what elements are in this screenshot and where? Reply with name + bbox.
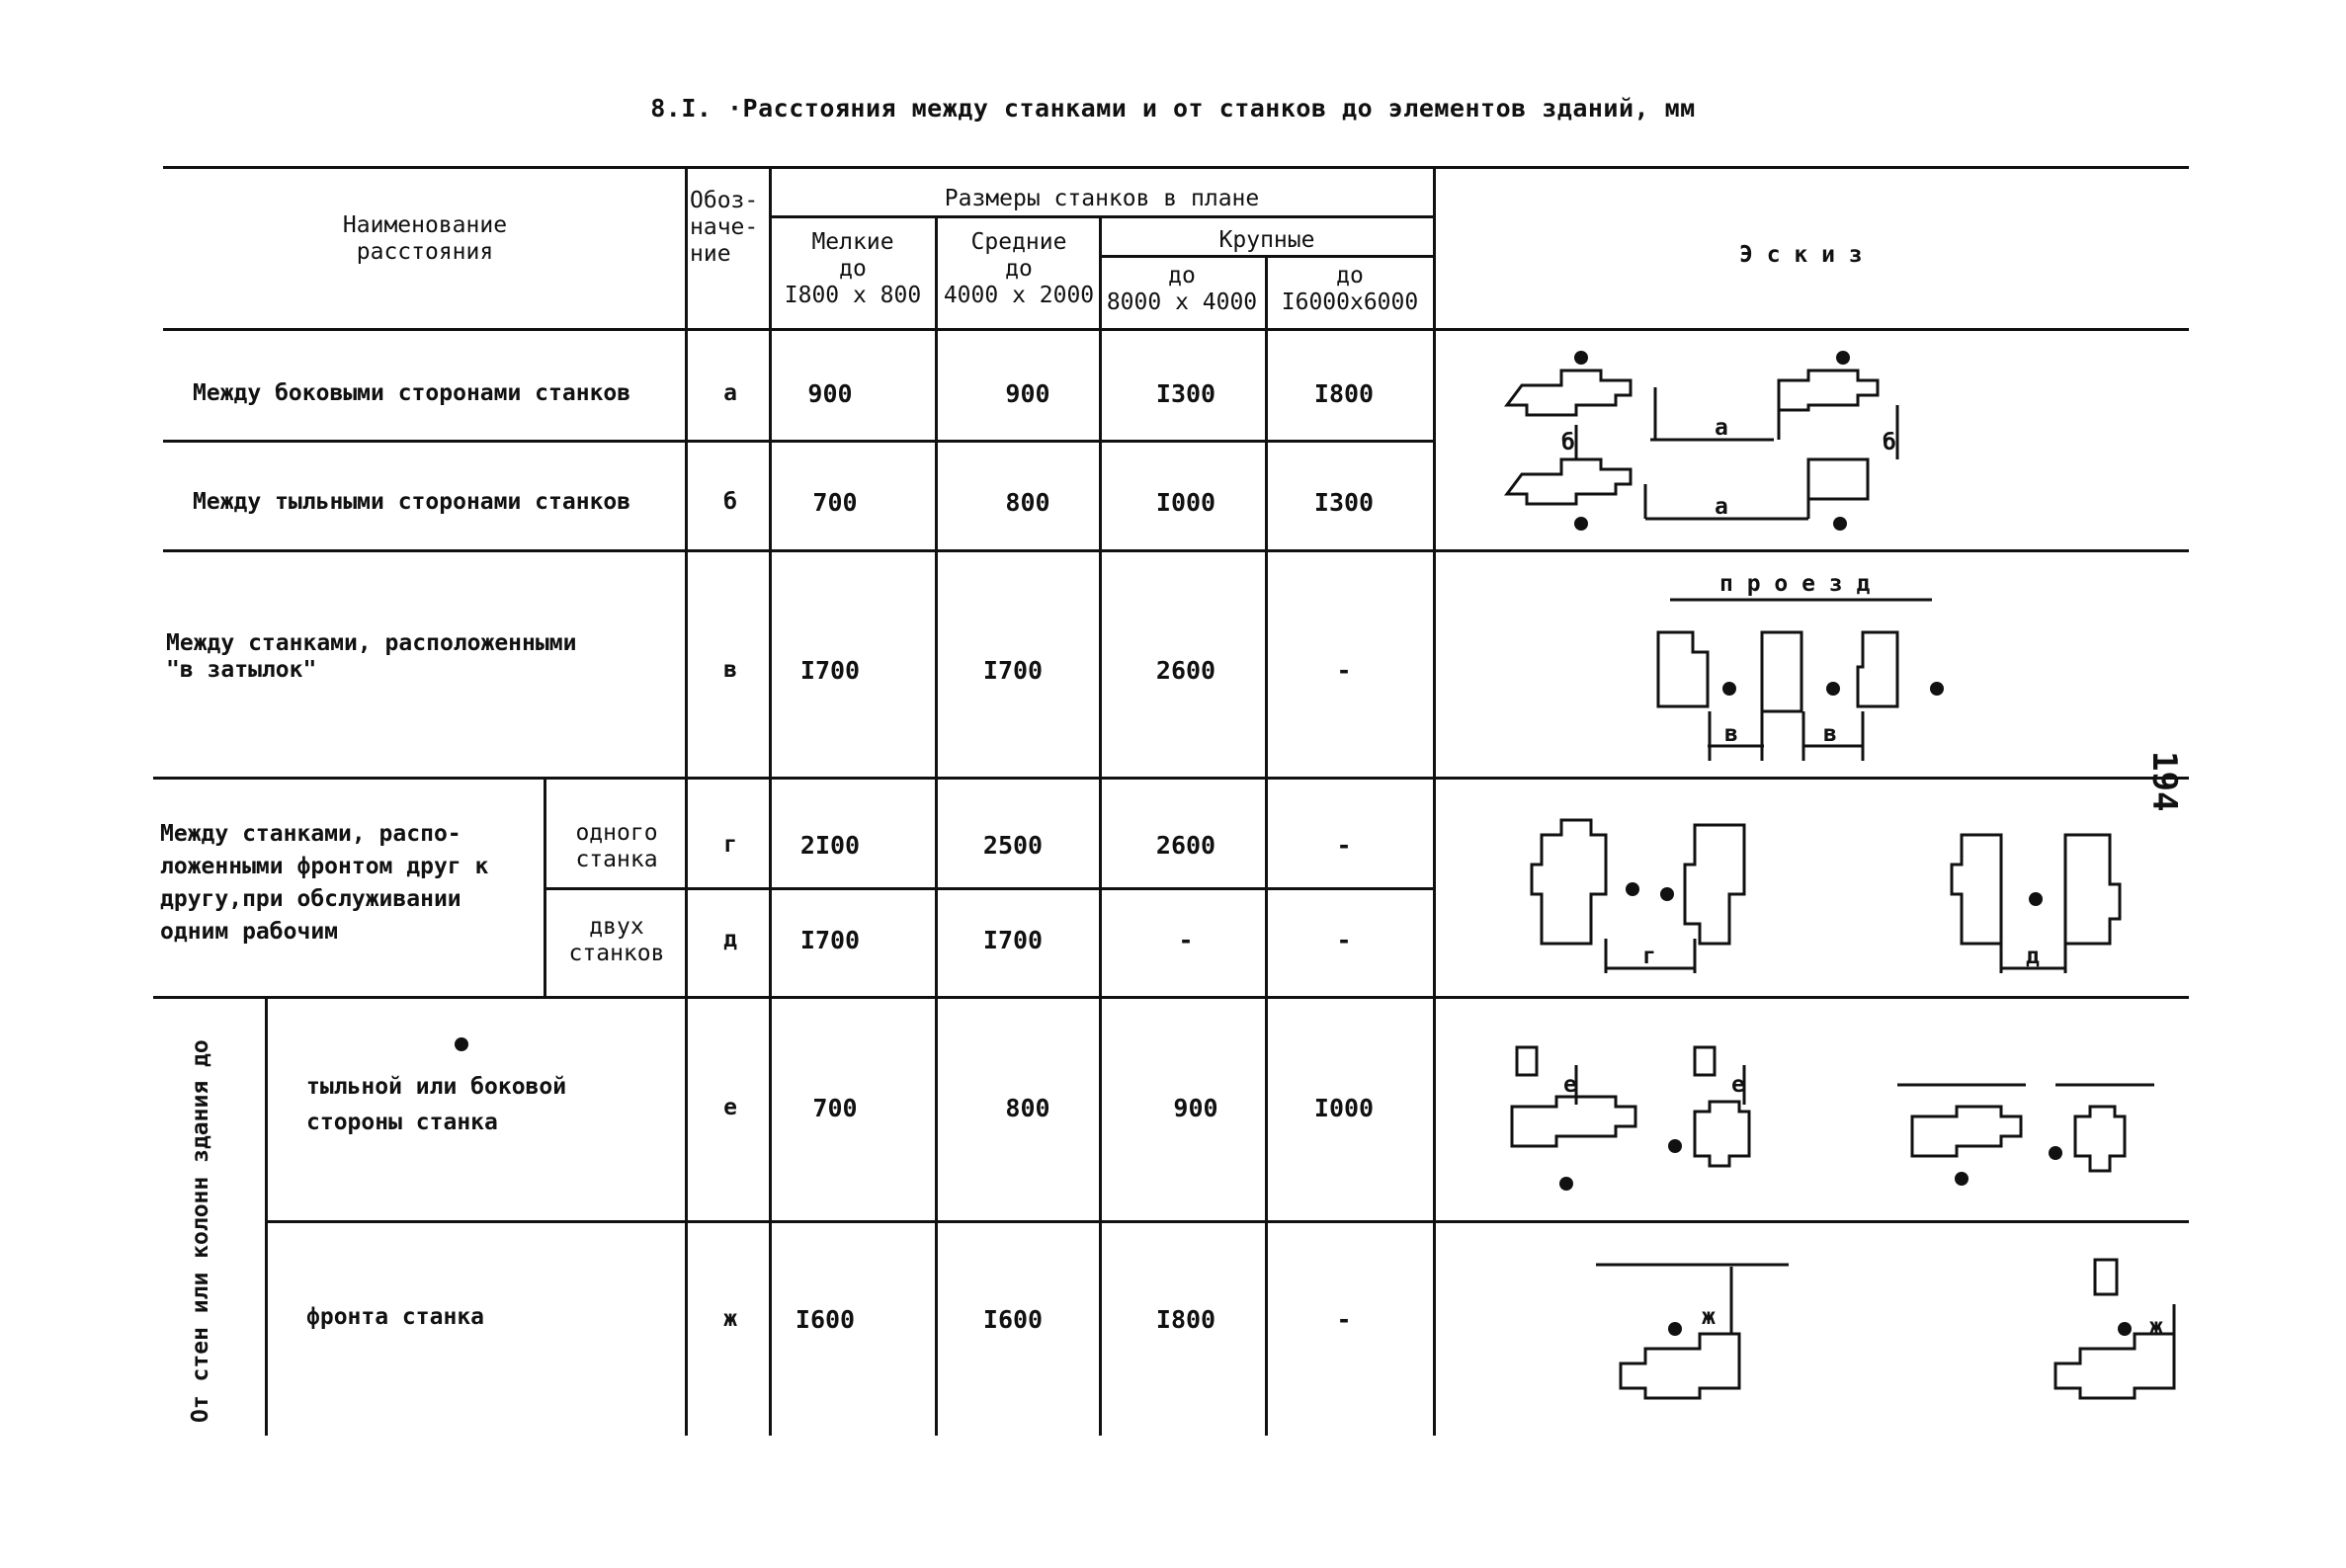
vrule-large [1265,255,1268,1436]
row3-large1: 2600 [1155,656,1216,685]
row5-large2: - [1336,926,1352,954]
row4-name: Между станками, распо- ложенными фронтом друг к другу,при обслуживании одним рабочим [160,821,489,945]
row1-name: Между боковыми сторонами станков [193,380,631,406]
sketch-label-b1: б [1561,430,1575,455]
row6-name: тыльной или боковой стороны станка [306,1074,567,1135]
row2-large1: I000 [1155,488,1216,517]
sketch-label-proezd: п р о е з д [1719,571,1871,597]
sketch-label-e1: е [1563,1072,1577,1098]
header-designation: Обоз- наче- ние [690,188,759,267]
bullet-dot [455,1037,468,1051]
row3-sym: в [723,657,737,683]
sketch-label-zh1: ж [1702,1304,1716,1330]
row4-sub: одного станка [575,820,658,872]
vrule-sketch [1433,166,1436,1436]
row7-small: I600 [795,1305,856,1334]
sketch-label-d: д [2026,944,2040,969]
row5-sym: д [723,927,737,952]
vrule-sym [769,166,772,1436]
vrule-medium [1099,215,1102,1436]
row3-medium: I700 [982,656,1044,685]
row2-medium: 800 [1005,488,1050,517]
row7-sym: ж [723,1306,737,1332]
row7-large1: I800 [1155,1305,1216,1334]
row1-large1: I300 [1155,379,1216,408]
row3-name: Между станками, расположенными "в затылок" [166,630,577,683]
header-large2: до I6000х6000 [1281,263,1419,315]
row7-name: фронта станка [306,1304,485,1330]
group-label: От стен или колонн здания до [188,1039,213,1423]
row5-medium: I700 [982,926,1044,954]
row5-large1: - [1178,926,1194,954]
row1-large2: I800 [1313,379,1375,408]
row5-sub: двух станков [568,914,665,966]
row4-small: 2I00 [799,831,861,860]
header-large1: до 8000 х 4000 [1106,263,1258,315]
sketch-label-zh2: ж [2149,1314,2163,1340]
sketch-label-a2: а [1715,494,1728,520]
sketch-label-e2: е [1731,1072,1745,1098]
table-title: 8.I. ·Расстояния между станками и от станков до элементов зданий, мм [650,94,1696,123]
sketch-label-a1: а [1715,415,1728,441]
row6-medium: 800 [1005,1094,1050,1122]
row2-name: Между тыльными сторонами станков [193,489,631,515]
rule-top [163,166,2189,169]
header-sketch: Э с к и з [1739,242,1863,268]
sketch-label-b2: б [1883,430,1896,455]
vrule-name [685,166,688,1436]
row1-small: 900 [807,379,853,408]
row4-large2: - [1336,831,1352,860]
header-name: Наименование расстояния [342,212,508,265]
row2-large2: I300 [1313,488,1375,517]
row5-small: I700 [799,926,861,954]
rule-r4 [544,887,1433,890]
row1-medium: 900 [1005,379,1050,408]
sketch-label-v1: в [1724,721,1738,747]
row2-small: 700 [812,488,858,517]
row6-large2: I000 [1313,1094,1375,1122]
rule-r1 [163,440,1433,443]
row3-small: I700 [799,656,861,685]
row6-small: 700 [812,1094,858,1122]
header-sizes-group: Размеры станков в плане [944,186,1260,211]
header-medium: Средние до 4000 х 2000 [943,229,1095,308]
rule-r6 [265,1220,2189,1223]
rule-r3 [153,777,2189,780]
row2-sym: б [723,489,737,515]
rule-r2 [163,549,2189,552]
vrule-sub [544,777,546,996]
row6-large1: 900 [1173,1094,1218,1122]
row4-medium: 2500 [982,831,1044,860]
row6-sym: е [723,1095,737,1120]
sketch-label-g: г [1642,944,1656,969]
row1-sym: а [723,380,737,406]
row4-large1: 2600 [1155,831,1216,860]
header-small: Мелкие до I800 х 800 [784,229,922,308]
header-large-group: Крупные [1218,227,1315,253]
page-number: 194 [2144,751,2184,812]
row7-medium: I600 [982,1305,1044,1334]
row7-large2: - [1336,1305,1352,1334]
row3-large2: - [1336,656,1352,685]
vrule-group [265,996,268,1436]
vrule-small [935,215,938,1436]
row4-sym: г [723,832,737,858]
sketch-label-v2: в [1823,721,1837,747]
rule-header-bottom [163,328,2189,331]
rule-r5 [153,996,2189,999]
